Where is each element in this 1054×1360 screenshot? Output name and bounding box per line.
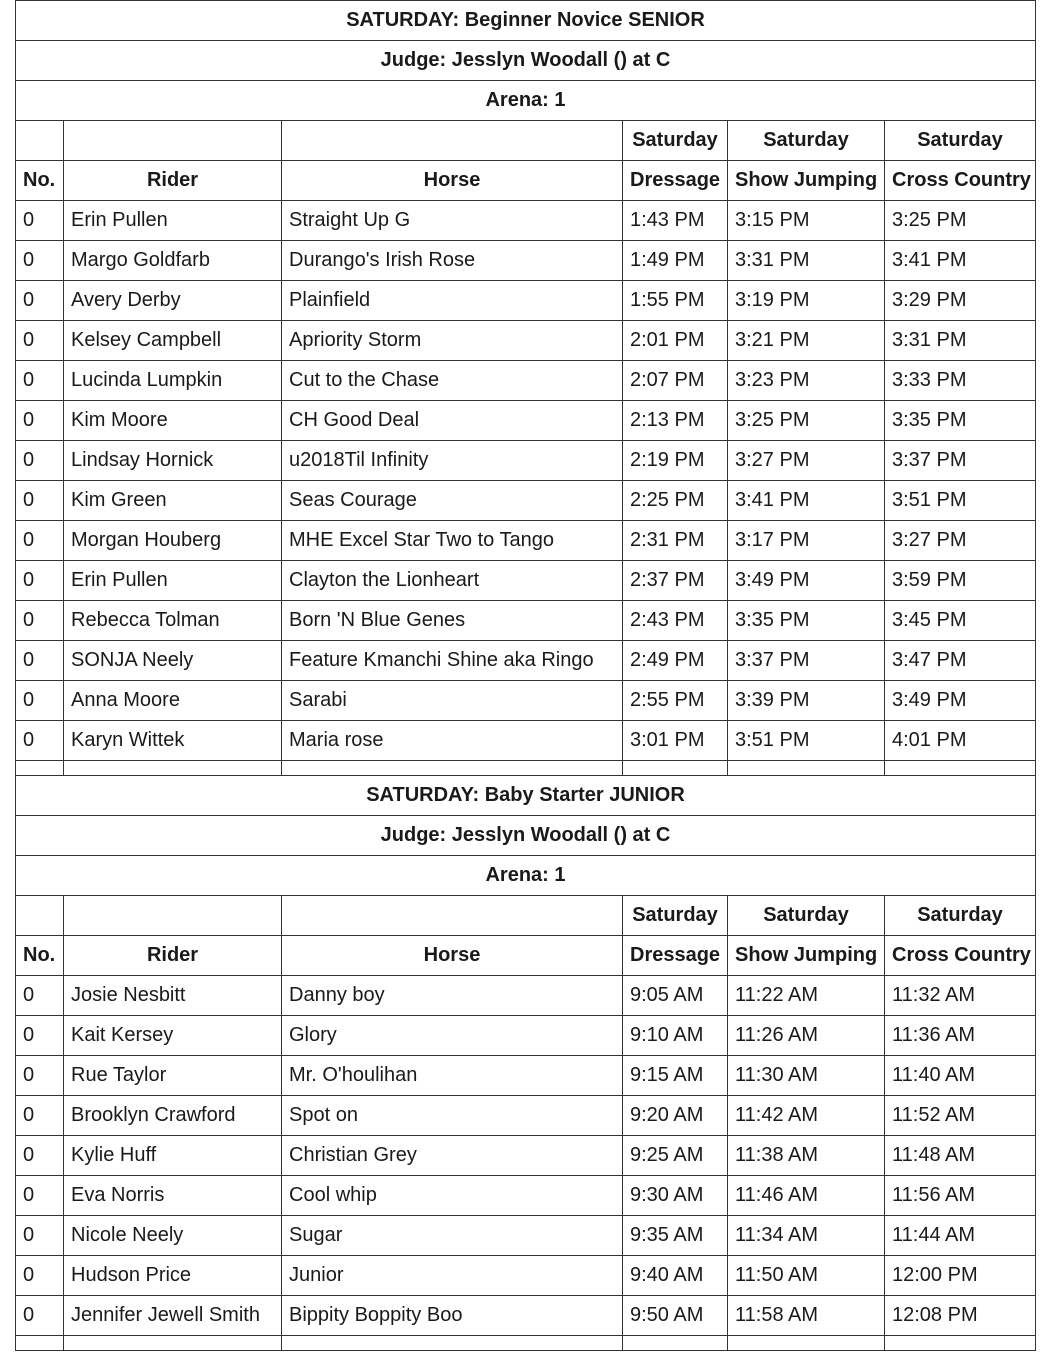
dressage-header: Dressage	[623, 936, 728, 976]
rider-cell: Morgan Houberg	[64, 521, 282, 561]
cross-country-time-cell: 3:41 PM	[885, 241, 1036, 281]
column-header-row	[16, 161, 1036, 201]
dressage-time-cell: 9:15 AM	[623, 1056, 728, 1096]
table-row	[16, 521, 1036, 561]
rider-cell: Rebecca Tolman	[64, 601, 282, 641]
no-cell: 0	[16, 601, 64, 641]
section-arena-row	[16, 856, 1036, 896]
no-header: No.	[16, 936, 64, 976]
cross-country-time-cell: 3:31 PM	[885, 321, 1036, 361]
horse-header: Horse	[282, 161, 623, 201]
show-jumping-time-cell: 3:23 PM	[728, 361, 885, 401]
table-row	[16, 361, 1036, 401]
day-header-row	[16, 896, 1036, 936]
dressage-time-cell: 9:40 AM	[623, 1256, 728, 1296]
dressage-time-cell: 1:55 PM	[623, 281, 728, 321]
dressage-header: Dressage	[623, 161, 728, 201]
horse-cell: Glory	[282, 1016, 623, 1056]
cross-country-time-cell: 12:08 PM	[885, 1296, 1036, 1336]
spacer-cell	[885, 761, 1036, 776]
empty-header-cell	[16, 121, 64, 161]
table-row	[16, 481, 1036, 521]
table-row	[16, 1136, 1036, 1176]
horse-cell: Christian Grey	[282, 1136, 623, 1176]
rider-cell: Erin Pullen	[64, 201, 282, 241]
cross-country-time-cell: 3:59 PM	[885, 561, 1036, 601]
schedule-table	[15, 0, 1036, 1351]
cross-country-header: Cross Country	[885, 161, 1036, 201]
cross-country-time-cell: 11:52 AM	[885, 1096, 1036, 1136]
cross-country-time-cell: 12:00 PM	[885, 1256, 1036, 1296]
table-row	[16, 601, 1036, 641]
dressage-time-cell: 2:01 PM	[623, 321, 728, 361]
spacer-cell	[282, 1336, 623, 1351]
empty-header-cell	[282, 896, 623, 936]
horse-cell: Plainfield	[282, 281, 623, 321]
no-cell: 0	[16, 281, 64, 321]
no-cell: 0	[16, 1216, 64, 1256]
horse-cell: Cut to the Chase	[282, 361, 623, 401]
no-cell: 0	[16, 1016, 64, 1056]
rider-cell: Lucinda Lumpkin	[64, 361, 282, 401]
table-row	[16, 721, 1036, 761]
column-header-row	[16, 936, 1036, 976]
table-row	[16, 976, 1036, 1016]
horse-cell: Clayton the Lionheart	[282, 561, 623, 601]
rider-cell: Rue Taylor	[64, 1056, 282, 1096]
table-row	[16, 321, 1036, 361]
cross-country-time-cell: 3:33 PM	[885, 361, 1036, 401]
table-row	[16, 1016, 1036, 1056]
show-jumping-header: Show Jumping	[728, 161, 885, 201]
spacer-cell	[728, 1336, 885, 1351]
rider-cell: Eva Norris	[64, 1176, 282, 1216]
show-jumping-time-cell: 3:21 PM	[728, 321, 885, 361]
show-jumping-time-cell: 3:41 PM	[728, 481, 885, 521]
dressage-time-cell: 2:13 PM	[623, 401, 728, 441]
horse-cell: Apriority Storm	[282, 321, 623, 361]
dressage-time-cell: 9:35 AM	[623, 1216, 728, 1256]
spacer-cell	[885, 1336, 1036, 1351]
cross-country-time-cell: 3:27 PM	[885, 521, 1036, 561]
table-row	[16, 401, 1036, 441]
horse-cell: Feature Kmanchi Shine aka Ringo	[282, 641, 623, 681]
dressage-time-cell: 1:49 PM	[623, 241, 728, 281]
rider-cell: Kim Moore	[64, 401, 282, 441]
dressage-time-cell: 3:01 PM	[623, 721, 728, 761]
table-row	[16, 1176, 1036, 1216]
rider-cell: Kim Green	[64, 481, 282, 521]
horse-cell: Junior	[282, 1256, 623, 1296]
dressage-time-cell: 9:10 AM	[623, 1016, 728, 1056]
no-cell: 0	[16, 481, 64, 521]
spacer-cell	[282, 761, 623, 776]
show-jumping-time-cell: 3:17 PM	[728, 521, 885, 561]
spacer-cell	[16, 761, 64, 776]
horse-cell: u2018Til Infinity	[282, 441, 623, 481]
dressage-time-cell: 9:30 AM	[623, 1176, 728, 1216]
section-title: SATURDAY: Baby Starter JUNIOR	[16, 776, 1036, 816]
rider-cell: Avery Derby	[64, 281, 282, 321]
horse-cell: Sugar	[282, 1216, 623, 1256]
cross-country-time-cell: 3:47 PM	[885, 641, 1036, 681]
table-row	[16, 561, 1036, 601]
cross-country-time-cell: 11:40 AM	[885, 1056, 1036, 1096]
cross-country-time-cell: 3:49 PM	[885, 681, 1036, 721]
section-judge: Judge: Jesslyn Woodall () at C	[16, 816, 1036, 856]
rider-cell: Brooklyn Crawford	[64, 1096, 282, 1136]
rider-cell: Lindsay Hornick	[64, 441, 282, 481]
cross-country-time-cell: 11:32 AM	[885, 976, 1036, 1016]
rider-cell: SONJA Neely	[64, 641, 282, 681]
no-cell: 0	[16, 1096, 64, 1136]
cross-country-time-cell: 11:44 AM	[885, 1216, 1036, 1256]
dressage-time-cell: 2:19 PM	[623, 441, 728, 481]
show-jumping-time-cell: 3:39 PM	[728, 681, 885, 721]
section-judge: Judge: Jesslyn Woodall () at C	[16, 41, 1036, 81]
day-header-cell: Saturday	[623, 121, 728, 161]
spacer-cell	[64, 1336, 282, 1351]
dressage-time-cell: 2:43 PM	[623, 601, 728, 641]
dressage-time-cell: 9:25 AM	[623, 1136, 728, 1176]
section-arena-row	[16, 81, 1036, 121]
horse-cell: Danny boy	[282, 976, 623, 1016]
dressage-time-cell: 2:49 PM	[623, 641, 728, 681]
section-title-row	[16, 1, 1036, 41]
no-cell: 0	[16, 1056, 64, 1096]
schedule-body	[16, 1, 1036, 1351]
show-jumping-time-cell: 3:37 PM	[728, 641, 885, 681]
show-jumping-time-cell: 11:42 AM	[728, 1096, 885, 1136]
day-header-cell: Saturday	[728, 896, 885, 936]
show-jumping-time-cell: 11:46 AM	[728, 1176, 885, 1216]
dressage-time-cell: 2:07 PM	[623, 361, 728, 401]
horse-cell: Mr. O'houlihan	[282, 1056, 623, 1096]
no-cell: 0	[16, 1296, 64, 1336]
table-row	[16, 1256, 1036, 1296]
show-jumping-time-cell: 3:25 PM	[728, 401, 885, 441]
dressage-time-cell: 2:25 PM	[623, 481, 728, 521]
no-cell: 0	[16, 721, 64, 761]
show-jumping-time-cell: 3:27 PM	[728, 441, 885, 481]
rider-cell: Kelsey Campbell	[64, 321, 282, 361]
horse-cell: Sarabi	[282, 681, 623, 721]
table-row	[16, 201, 1036, 241]
show-jumping-time-cell: 11:22 AM	[728, 976, 885, 1016]
show-jumping-time-cell: 11:30 AM	[728, 1056, 885, 1096]
no-cell: 0	[16, 201, 64, 241]
no-cell: 0	[16, 561, 64, 601]
table-row	[16, 241, 1036, 281]
table-row	[16, 681, 1036, 721]
dressage-time-cell: 9:50 AM	[623, 1296, 728, 1336]
day-header-row	[16, 121, 1036, 161]
cross-country-time-cell: 3:29 PM	[885, 281, 1036, 321]
section-judge-row	[16, 41, 1036, 81]
horse-cell: Spot on	[282, 1096, 623, 1136]
horse-cell: Seas Courage	[282, 481, 623, 521]
rider-cell: Nicole Neely	[64, 1216, 282, 1256]
cross-country-time-cell: 4:01 PM	[885, 721, 1036, 761]
spacer-row	[16, 1336, 1036, 1351]
rider-header: Rider	[64, 161, 282, 201]
horse-cell: Maria rose	[282, 721, 623, 761]
show-jumping-header: Show Jumping	[728, 936, 885, 976]
rider-cell: Margo Goldfarb	[64, 241, 282, 281]
dressage-time-cell: 9:05 AM	[623, 976, 728, 1016]
spacer-cell	[64, 761, 282, 776]
no-cell: 0	[16, 976, 64, 1016]
section-arena: Arena: 1	[16, 81, 1036, 121]
table-row	[16, 1296, 1036, 1336]
show-jumping-time-cell: 3:15 PM	[728, 201, 885, 241]
dressage-time-cell: 2:37 PM	[623, 561, 728, 601]
horse-cell: CH Good Deal	[282, 401, 623, 441]
no-header: No.	[16, 161, 64, 201]
table-row	[16, 441, 1036, 481]
no-cell: 0	[16, 441, 64, 481]
cross-country-time-cell: 3:25 PM	[885, 201, 1036, 241]
spacer-cell	[728, 761, 885, 776]
table-row	[16, 641, 1036, 681]
table-row	[16, 281, 1036, 321]
no-cell: 0	[16, 361, 64, 401]
horse-cell: Cool whip	[282, 1176, 623, 1216]
show-jumping-time-cell: 3:35 PM	[728, 601, 885, 641]
day-header-cell: Saturday	[885, 896, 1036, 936]
table-row	[16, 1056, 1036, 1096]
dressage-time-cell: 1:43 PM	[623, 201, 728, 241]
cross-country-time-cell: 3:35 PM	[885, 401, 1036, 441]
no-cell: 0	[16, 241, 64, 281]
show-jumping-time-cell: 11:58 AM	[728, 1296, 885, 1336]
rider-cell: Hudson Price	[64, 1256, 282, 1296]
no-cell: 0	[16, 401, 64, 441]
no-cell: 0	[16, 1176, 64, 1216]
rider-cell: Karyn Wittek	[64, 721, 282, 761]
no-cell: 0	[16, 641, 64, 681]
section-judge-row	[16, 816, 1036, 856]
horse-cell: Born 'N Blue Genes	[282, 601, 623, 641]
no-cell: 0	[16, 321, 64, 361]
day-header-cell: Saturday	[885, 121, 1036, 161]
rider-cell: Josie Nesbitt	[64, 976, 282, 1016]
spacer-cell	[16, 1336, 64, 1351]
cross-country-header: Cross Country	[885, 936, 1036, 976]
no-cell: 0	[16, 1136, 64, 1176]
horse-cell: MHE Excel Star Two to Tango	[282, 521, 623, 561]
no-cell: 0	[16, 681, 64, 721]
show-jumping-time-cell: 3:31 PM	[728, 241, 885, 281]
rider-cell: Jennifer Jewell Smith	[64, 1296, 282, 1336]
empty-header-cell	[16, 896, 64, 936]
section-arena: Arena: 1	[16, 856, 1036, 896]
cross-country-time-cell: 11:56 AM	[885, 1176, 1036, 1216]
empty-header-cell	[64, 121, 282, 161]
schedule-sheet	[15, 0, 1035, 1351]
table-row	[16, 1216, 1036, 1256]
show-jumping-time-cell: 3:51 PM	[728, 721, 885, 761]
spacer-cell	[623, 761, 728, 776]
show-jumping-time-cell: 3:19 PM	[728, 281, 885, 321]
show-jumping-time-cell: 11:26 AM	[728, 1016, 885, 1056]
show-jumping-time-cell: 11:38 AM	[728, 1136, 885, 1176]
show-jumping-time-cell: 11:50 AM	[728, 1256, 885, 1296]
no-cell: 0	[16, 1256, 64, 1296]
show-jumping-time-cell: 11:34 AM	[728, 1216, 885, 1256]
rider-cell: Kylie Huff	[64, 1136, 282, 1176]
cross-country-time-cell: 11:48 AM	[885, 1136, 1036, 1176]
section-title: SATURDAY: Beginner Novice SENIOR	[16, 1, 1036, 41]
horse-header: Horse	[282, 936, 623, 976]
rider-cell: Erin Pullen	[64, 561, 282, 601]
empty-header-cell	[64, 896, 282, 936]
spacer-cell	[623, 1336, 728, 1351]
empty-header-cell	[282, 121, 623, 161]
rider-cell: Anna Moore	[64, 681, 282, 721]
cross-country-time-cell: 11:36 AM	[885, 1016, 1036, 1056]
cross-country-time-cell: 3:37 PM	[885, 441, 1036, 481]
spacer-row	[16, 761, 1036, 776]
rider-header: Rider	[64, 936, 282, 976]
show-jumping-time-cell: 3:49 PM	[728, 561, 885, 601]
horse-cell: Straight Up G	[282, 201, 623, 241]
table-row	[16, 1096, 1036, 1136]
day-header-cell: Saturday	[623, 896, 728, 936]
horse-cell: Durango's Irish Rose	[282, 241, 623, 281]
dressage-time-cell: 9:20 AM	[623, 1096, 728, 1136]
dressage-time-cell: 2:31 PM	[623, 521, 728, 561]
horse-cell: Bippity Boppity Boo	[282, 1296, 623, 1336]
no-cell: 0	[16, 521, 64, 561]
cross-country-time-cell: 3:45 PM	[885, 601, 1036, 641]
rider-cell: Kait Kersey	[64, 1016, 282, 1056]
dressage-time-cell: 2:55 PM	[623, 681, 728, 721]
day-header-cell: Saturday	[728, 121, 885, 161]
section-title-row	[16, 776, 1036, 816]
cross-country-time-cell: 3:51 PM	[885, 481, 1036, 521]
